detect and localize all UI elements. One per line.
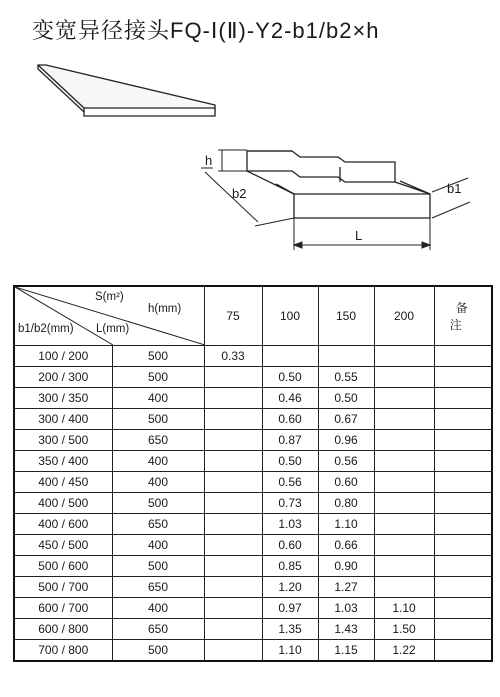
area-value-cell: 0.60 xyxy=(262,535,318,556)
area-value-cell xyxy=(204,535,262,556)
length-cell: 650 xyxy=(112,619,204,640)
remark-cell xyxy=(434,346,492,367)
corner-s-label: S(m²) xyxy=(95,291,124,303)
b1-b2-cell: 100 / 200 xyxy=(14,346,112,367)
plate-sketch xyxy=(38,65,215,116)
table-row xyxy=(14,535,492,556)
area-value-cell: 0.97 xyxy=(262,598,318,619)
page-title: 变宽异径接头FQ-Ⅰ(Ⅱ)-Y2-b1/b2×h xyxy=(32,18,380,43)
reducer-sketch xyxy=(247,151,430,218)
table-row xyxy=(14,451,492,472)
area-value-cell: 0.67 xyxy=(318,409,374,430)
area-value-cell: 0.96 xyxy=(318,430,374,451)
table-row xyxy=(14,493,492,514)
length-cell: 400 xyxy=(112,451,204,472)
area-value-cell: 0.73 xyxy=(262,493,318,514)
area-value-cell: 1.35 xyxy=(262,619,318,640)
corner-h-label: h(mm) xyxy=(148,303,182,315)
remark-cell xyxy=(434,556,492,577)
table-row xyxy=(14,409,492,430)
b1-b2-cell: 300 / 350 xyxy=(14,388,112,409)
length-cell: 500 xyxy=(112,556,204,577)
h-column-header: 200 xyxy=(374,286,434,346)
h-column-header: 150 xyxy=(318,286,374,346)
area-value-cell xyxy=(374,451,434,472)
dim-l-label: L xyxy=(355,228,363,243)
area-value-cell: 0.50 xyxy=(262,451,318,472)
table-row xyxy=(14,472,492,493)
area-value-cell: 1.03 xyxy=(262,514,318,535)
area-value-cell xyxy=(374,346,434,367)
area-value-cell: 0.50 xyxy=(262,367,318,388)
remark-cell xyxy=(434,535,492,556)
remark-cell xyxy=(434,430,492,451)
area-value-cell: 0.66 xyxy=(318,535,374,556)
length-cell: 400 xyxy=(112,535,204,556)
area-value-cell: 0.87 xyxy=(262,430,318,451)
remark-cell xyxy=(434,388,492,409)
table-row xyxy=(14,619,492,640)
corner-b-label: b1/b2(mm) xyxy=(18,323,74,335)
spec-table xyxy=(13,285,493,662)
area-value-cell xyxy=(262,346,318,367)
length-cell: 650 xyxy=(112,577,204,598)
table-body xyxy=(14,346,492,662)
remark-cell xyxy=(434,472,492,493)
area-value-cell: 0.85 xyxy=(262,556,318,577)
area-value-cell: 1.27 xyxy=(318,577,374,598)
b1-b2-cell: 400 / 450 xyxy=(14,472,112,493)
length-cell: 500 xyxy=(112,367,204,388)
area-value-cell xyxy=(374,535,434,556)
area-value-cell xyxy=(374,556,434,577)
area-value-cell: 1.20 xyxy=(262,577,318,598)
area-value-cell xyxy=(204,472,262,493)
reducer-drawing xyxy=(0,50,500,280)
b1-b2-cell: 600 / 700 xyxy=(14,598,112,619)
area-value-cell xyxy=(374,472,434,493)
area-value-cell xyxy=(204,409,262,430)
area-value-cell: 1.10 xyxy=(318,514,374,535)
length-cell: 500 xyxy=(112,409,204,430)
area-value-cell: 0.56 xyxy=(262,472,318,493)
remark-column-header: 备 注 xyxy=(434,286,492,346)
table-row xyxy=(14,598,492,619)
length-cell: 400 xyxy=(112,472,204,493)
table-header-row xyxy=(14,286,492,346)
area-value-cell: 1.03 xyxy=(318,598,374,619)
table-row xyxy=(14,388,492,409)
table-row xyxy=(14,430,492,451)
area-value-cell xyxy=(318,346,374,367)
table-row xyxy=(14,514,492,535)
remark-cell xyxy=(434,598,492,619)
area-value-cell xyxy=(204,388,262,409)
b1-b2-cell: 300 / 500 xyxy=(14,430,112,451)
area-value-cell: 0.80 xyxy=(318,493,374,514)
remark-cell xyxy=(434,367,492,388)
area-value-cell xyxy=(204,430,262,451)
length-cell: 500 xyxy=(112,493,204,514)
remark-cell xyxy=(434,577,492,598)
table-row xyxy=(14,367,492,388)
length-cell: 500 xyxy=(112,640,204,662)
length-cell: 650 xyxy=(112,430,204,451)
table-row xyxy=(14,640,492,662)
area-value-cell xyxy=(204,598,262,619)
table-row xyxy=(14,577,492,598)
area-value-cell xyxy=(204,493,262,514)
area-value-cell: 1.15 xyxy=(318,640,374,662)
area-value-cell xyxy=(374,409,434,430)
area-value-cell xyxy=(204,577,262,598)
h-column-header: 100 xyxy=(262,286,318,346)
table-row xyxy=(14,556,492,577)
dim-b2-label: b2 xyxy=(232,186,247,201)
corner-header-cell xyxy=(14,286,204,346)
b1-b2-cell: 700 / 800 xyxy=(14,640,112,662)
area-value-cell: 1.43 xyxy=(318,619,374,640)
b1-b2-cell: 450 / 500 xyxy=(14,535,112,556)
length-cell: 500 xyxy=(112,346,204,367)
length-cell: 400 xyxy=(112,388,204,409)
area-value-cell: 0.56 xyxy=(318,451,374,472)
b1-b2-cell: 600 / 800 xyxy=(14,619,112,640)
area-value-cell xyxy=(374,514,434,535)
area-value-cell: 0.50 xyxy=(318,388,374,409)
table-row xyxy=(14,346,492,367)
b1-b2-cell: 400 / 500 xyxy=(14,493,112,514)
area-value-cell xyxy=(204,556,262,577)
area-value-cell xyxy=(204,619,262,640)
b1-b2-cell: 200 / 300 xyxy=(14,367,112,388)
area-value-cell xyxy=(204,640,262,662)
b1-b2-cell: 500 / 600 xyxy=(14,556,112,577)
h-column-header: 75 xyxy=(204,286,262,346)
area-value-cell xyxy=(204,514,262,535)
dim-h-label: h xyxy=(205,153,213,168)
corner-l-label: L(mm) xyxy=(96,323,130,335)
area-value-cell: 1.22 xyxy=(374,640,434,662)
area-value-cell: 0.55 xyxy=(318,367,374,388)
area-value-cell: 0.60 xyxy=(318,472,374,493)
remark-cell xyxy=(434,493,492,514)
area-value-cell: 0.60 xyxy=(262,409,318,430)
remark-cell xyxy=(434,451,492,472)
remark-cell xyxy=(434,619,492,640)
area-value-cell xyxy=(204,451,262,472)
length-cell: 400 xyxy=(112,598,204,619)
b1-b2-cell: 500 / 700 xyxy=(14,577,112,598)
area-value-cell: 1.10 xyxy=(374,598,434,619)
area-value-cell xyxy=(374,430,434,451)
area-value-cell xyxy=(374,577,434,598)
b1-b2-cell: 400 / 600 xyxy=(14,514,112,535)
area-value-cell: 0.90 xyxy=(318,556,374,577)
dim-b1-label: b1 xyxy=(447,181,462,196)
area-value-cell xyxy=(374,493,434,514)
b1-b2-cell: 300 / 400 xyxy=(14,409,112,430)
b1-b2-cell: 350 / 400 xyxy=(14,451,112,472)
remark-cell xyxy=(434,640,492,662)
area-value-cell: 1.10 xyxy=(262,640,318,662)
area-value-cell xyxy=(204,367,262,388)
remark-cell xyxy=(434,409,492,430)
area-value-cell xyxy=(374,367,434,388)
length-cell: 650 xyxy=(112,514,204,535)
remark-cell xyxy=(434,514,492,535)
area-value-cell: 1.50 xyxy=(374,619,434,640)
area-value-cell xyxy=(374,388,434,409)
area-value-cell: 0.46 xyxy=(262,388,318,409)
area-value-cell: 0.33 xyxy=(204,346,262,367)
